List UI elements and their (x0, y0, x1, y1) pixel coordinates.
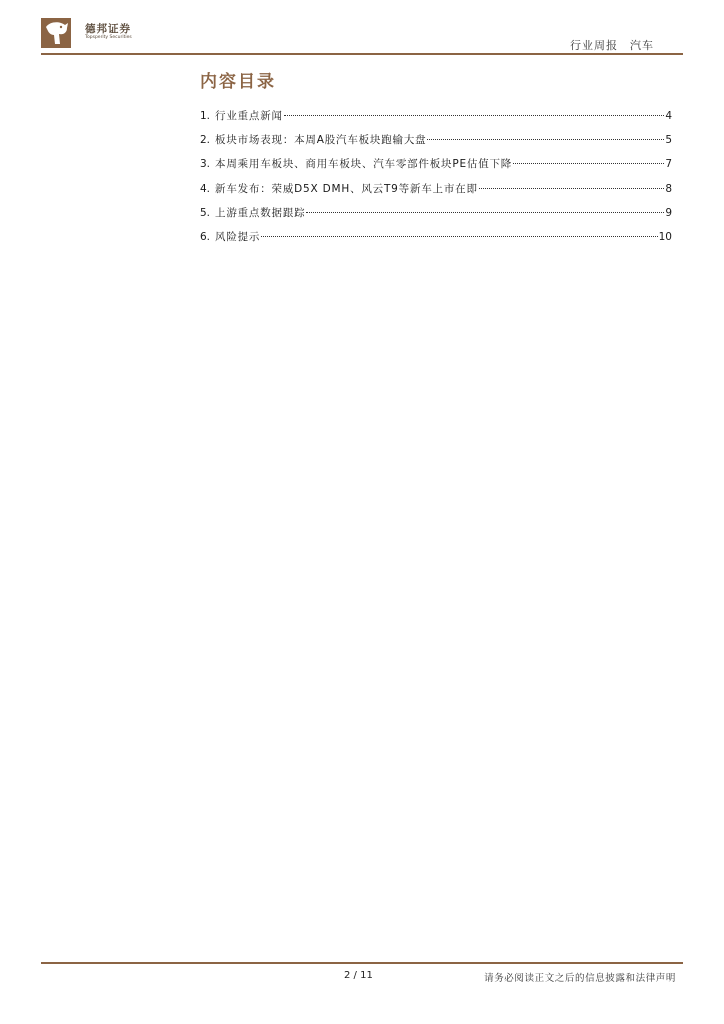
toc-item-label: 行业重点新闻 (215, 110, 283, 122)
report-type: 行业周报 (570, 39, 618, 52)
toc-item[interactable] (200, 181, 672, 205)
toc-item-number: 2. (200, 134, 211, 147)
toc-leader-dots (427, 139, 664, 140)
legal-disclaimer: 请务必阅读正文之后的信息披露和法律声明 (484, 973, 676, 984)
toc-leader-dots (306, 212, 664, 213)
toc-item-page: 9 (665, 206, 672, 219)
sector-name: 汽车 (630, 39, 654, 52)
toc-item[interactable] (200, 156, 672, 180)
toc-leader-dots (479, 188, 665, 189)
toc-item-page: 5 (665, 134, 672, 147)
toc-item-page: 4 (665, 110, 672, 122)
footer-divider (41, 962, 683, 964)
logo-en-text: Topsperity Securities (85, 35, 132, 40)
toc-item[interactable] (200, 205, 672, 229)
toc-item-label: 新车发布：荣威D5X DMH、风云T9等新车上市在即 (215, 182, 478, 195)
table-of-contents (200, 108, 672, 253)
header-divider (41, 53, 683, 55)
toc-leader-dots (513, 163, 664, 164)
company-logo (41, 18, 151, 48)
toc-item-page: 7 (665, 158, 672, 171)
toc-item[interactable] (200, 132, 672, 156)
toc-leader-dots (261, 236, 657, 237)
toc-item-number: 6. (200, 230, 211, 243)
toc-item[interactable] (200, 229, 672, 253)
toc-item-number: 3. (200, 158, 211, 171)
toc-item-number: 5. (200, 206, 211, 219)
toc-item-label: 风险提示 (215, 230, 261, 243)
toc-item-label: 上游重点数据跟踪 (215, 206, 306, 219)
toc-item-page: 8 (665, 182, 672, 195)
toc-item[interactable] (200, 108, 672, 132)
toc-item-number: 1. (200, 110, 211, 122)
toc-item-label: 板块市场表现：本周A股汽车板块跑输大盘 (215, 134, 427, 147)
report-category (570, 37, 654, 53)
page-indicator: 2 / 11 (344, 970, 373, 981)
toc-item-page: 10 (658, 230, 672, 243)
toc-title: 内容目录 (200, 72, 276, 92)
toc-leader-dots (284, 115, 664, 116)
toc-item-number: 4. (200, 182, 211, 195)
logo-cn-text: 德邦证券 (85, 23, 131, 35)
topsperity-logo-icon (41, 18, 71, 48)
toc-item-label: 本周乘用车板块、商用车板块、汽车零部件板块PE估值下降 (215, 158, 513, 171)
